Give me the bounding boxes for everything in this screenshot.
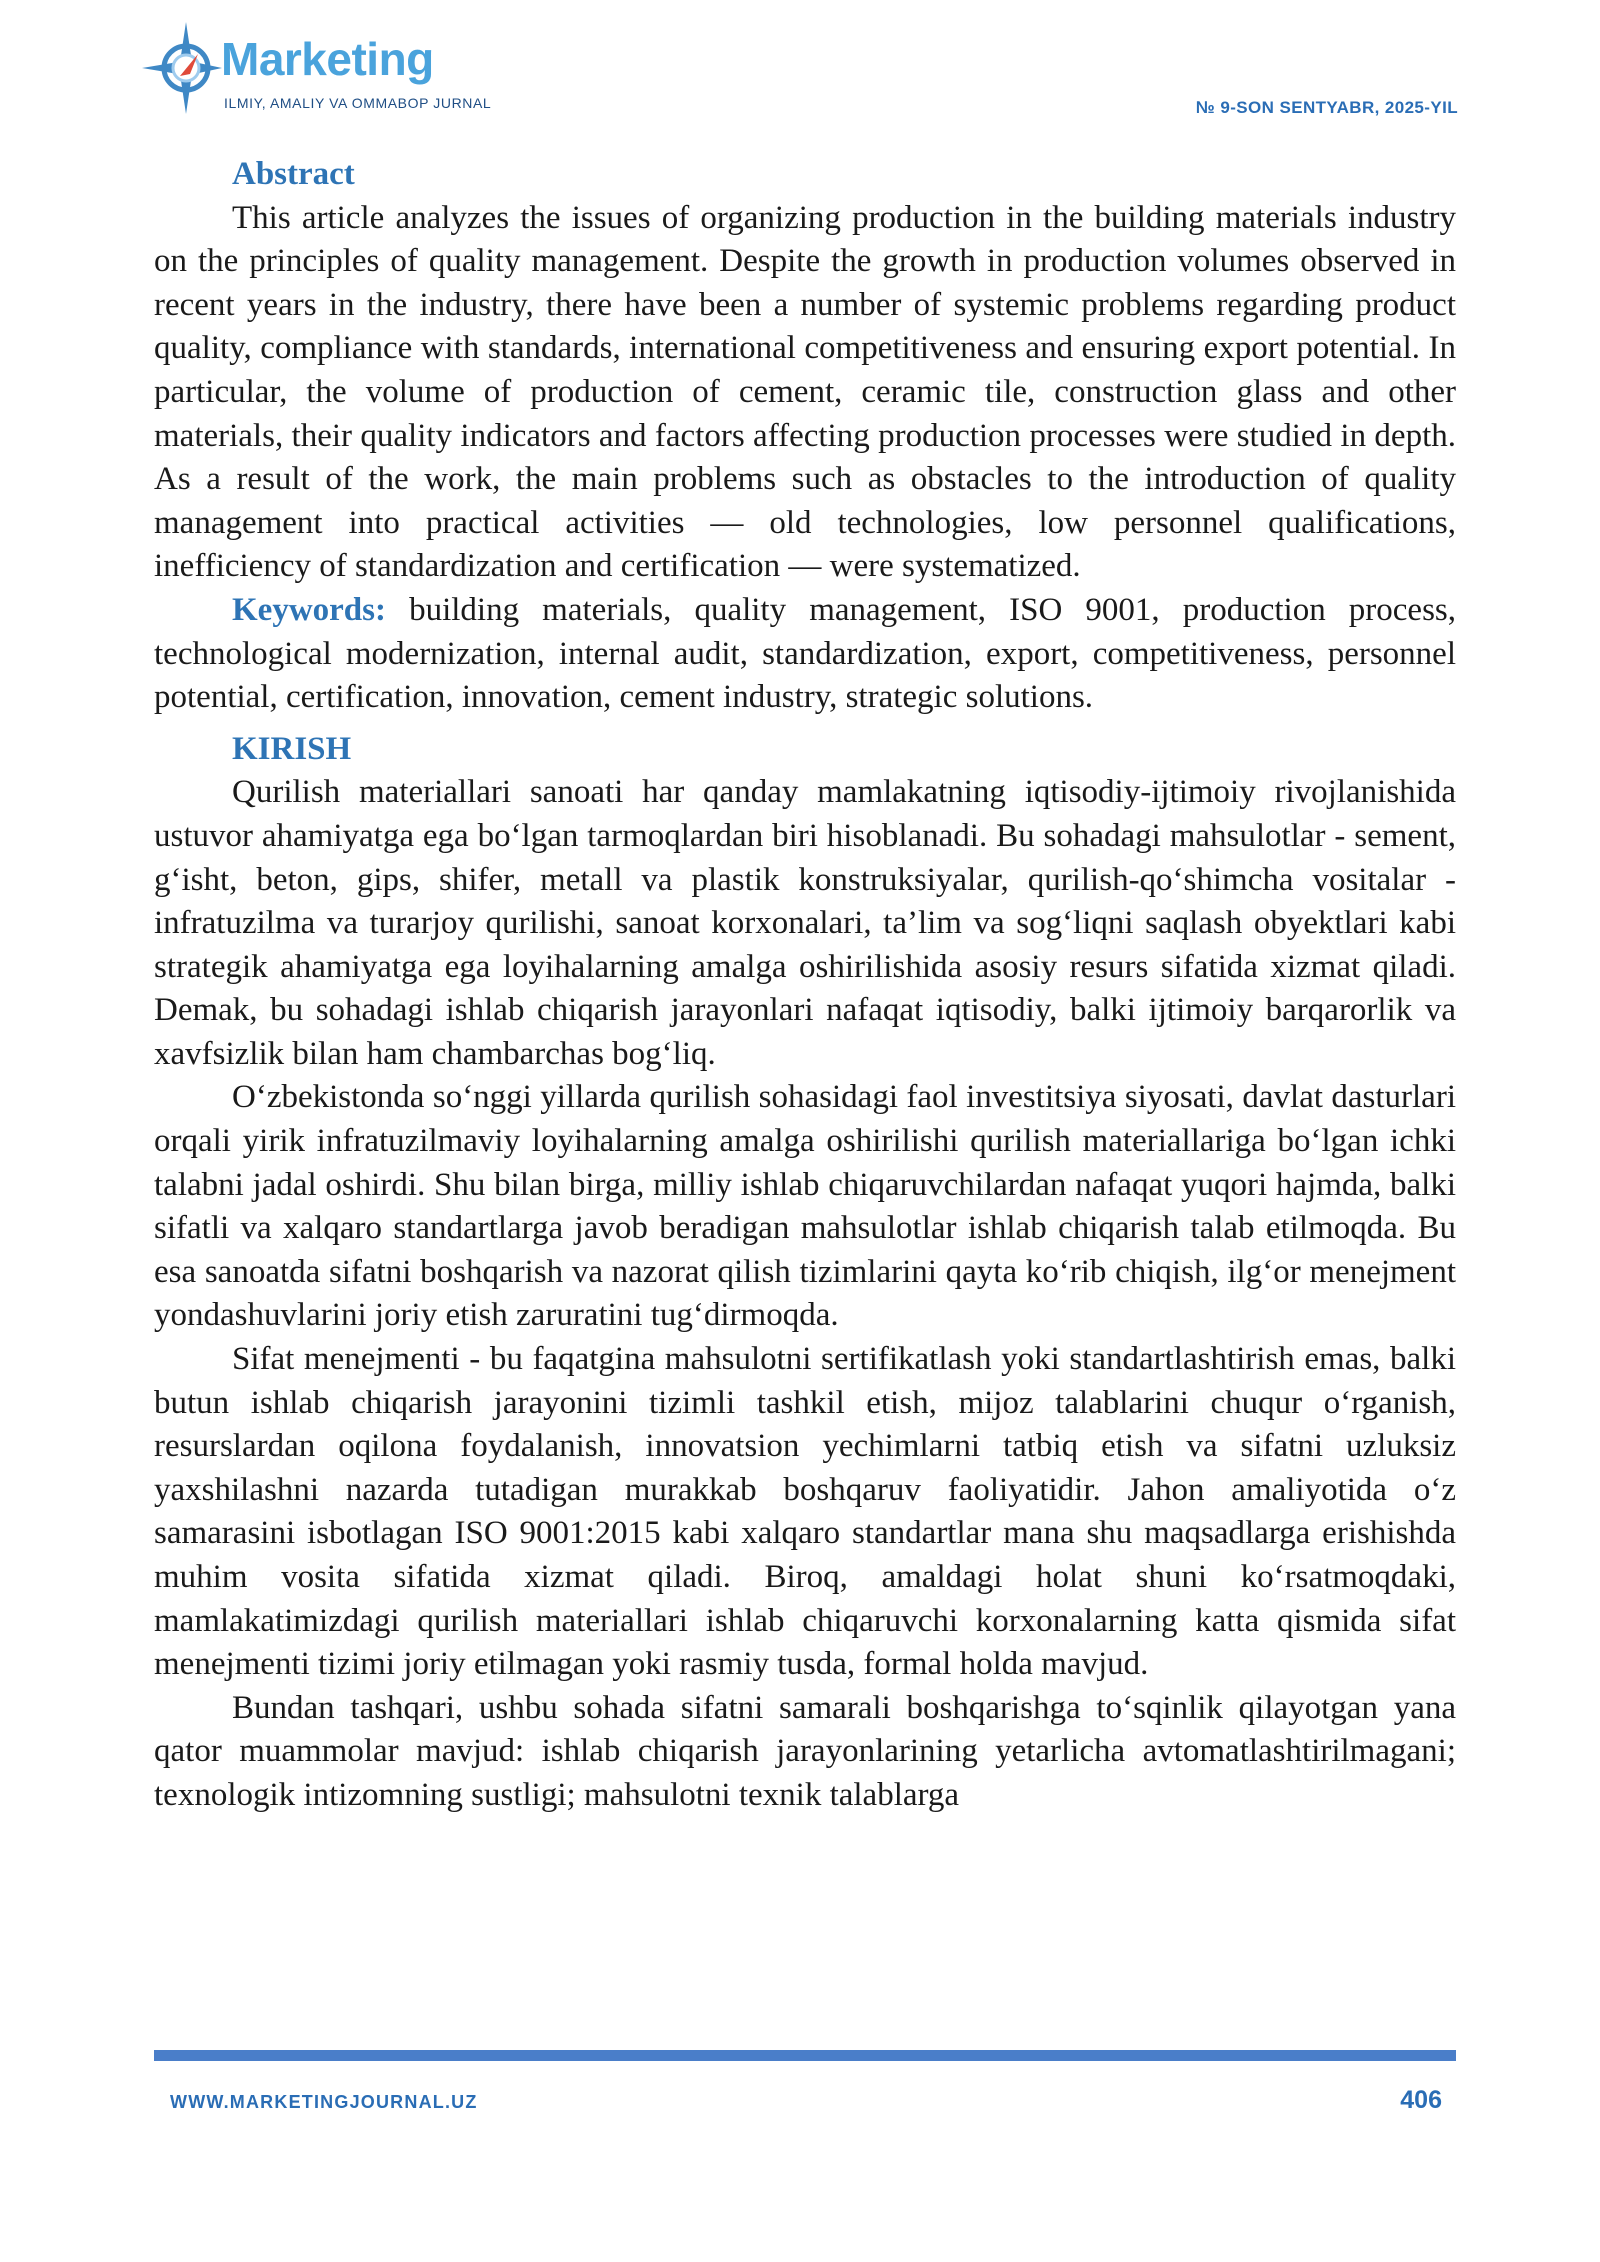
abstract-text: This article analyzes the issues of organizing production in the building materials industry on the principles of quality management. Despite the growth in production volumes observed in recent years in the industry, there have been a number of systemic problems regarding product quality, compliance with standards, international competitiveness and ensuring export potential. In particular, the volume of production of cement, ceramic tile, construction glass and other materials, their quality indicators and factors affecting production processes were studied in depth. As a result of the work, the main problems such as obstacles to the introduction of quality management into practical activities — old technologies, low personnel qualifications, inefficiency of standardization and certification — were systematized.: [154, 199, 1456, 585]
intro-paragraph-2: O‘zbekistonda so‘nggi yillarda qurilish sohasidagi faol investitsiya siyosati, davlat dasturlari orqali yirik infratuzilmaviy loyihalarning amalga oshirilishi qurilish materiallariga bo‘lgan ichki talabni jadal oshirdi. Shu bilan birga, milliy ishlab chiqaruvchilardan nafaqat yuqori hajmda, balki sifatli va xalqaro standartlarga javob beradigan mahsulotlar ishlab chiqarish talab etilmoqda. Bu esa sanoatda sifatni boshqarish va nazorat qilish tizimlarini qayta ko‘rib chiqish, ilg‘or menejment yondashuvlarini joriy etish zaruratini tug‘dirmoqda.: [154, 1079, 1456, 1334]
logo-title: Marketing: [221, 33, 434, 85]
intro-paragraph-3: Sifat menejmenti - bu faqatgina mahsulotni sertifikatlash yoki standartlashtirish emas, balki butun ishlab chiqarish jarayonini tizimli tashkil etish, mijoz talablarini chuqur o‘rganish, resurslardan oqilona foydalanish, innovatsion yechimlarni tatbiq etish va sifatni uzluksiz yaxshilashni nazarda tutadigan murakkab boshqaruv faoliyatidir. Jahon amaliyotida o‘z samarasini isbotlagan ISO 9001:2015 kabi xalqaro standartlar mana shu maqsadlarga erishishda muhim vosita sifatida xizmat qiladi. Biroq, amaldagi holat shuni ko‘rsatmoqdaki, mamlakatimizdagi qurilish materiallari ishlab chiqaruvchi korxonalarning katta qismida sifat menejmenti tizimi joriy etilmagan yoki rasmiy tusda, formal holda mavjud.: [154, 1341, 1456, 1683]
abstract-heading: Abstract: [232, 156, 355, 192]
footer-divider: [154, 2050, 1456, 2061]
page-number: 406: [1400, 2086, 1442, 2114]
keywords-text: building materials, quality management, ISO 9001, production process, technological modernization, internal audit, standardization, export, competitiveness, personnel potential, certification, innovation, cement industry, strategic solutions.: [154, 591, 1456, 716]
issue-label: № 9-SON SENTYABR, 2025-YIL: [1195, 98, 1458, 117]
intro-paragraph-1: Qurilish materiallari sanoati har qanday mamlakatning iqtisodiy-ijtimoiy rivojlanishida ustuvor ahamiyatga ega bo‘lgan tarmoqlardan biri hisoblanadi. Bu sohadagi mahsulotlar - sement, g‘isht, beton, gips, shifer, metall va plastik konstruksiyalar, qurilish-qo‘shimcha vositalar - infratuzilma va turarjoy qurilishi, sanoat korxonalari, ta’lim va sog‘liqni saqlash obyektlari kabi strategik ahamiyatga ega loyihalarning amalga oshirilishida asosiy resurs sifatida xizmat qiladi. Demak, bu sohadagi ishlab chiqarish jarayonlari nafaqat iqtisodiy, balki ijtimoiy barqarorlik va xavfsizlik bilan ham chambarchas bog‘liq.: [154, 774, 1456, 1072]
intro-heading: KIRISH: [232, 730, 352, 767]
keywords-label: Keywords:: [232, 591, 386, 628]
compass-icon: [140, 18, 224, 118]
article-body: [154, 153, 1456, 1818]
journal-logo: [140, 18, 520, 128]
intro-paragraph-4: Bundan tashqari, ushbu sohada sifatni samarali boshqarishga to‘sqinlik qilayotgan yana qator muammolar mavjud: ishlab chiqarish jarayonlarining yetarlicha avtomatlashtirilmagani; texnologik intizomning sustligi; mahsulotni texnik talablarga: [154, 1689, 1456, 1813]
logo-subtitle: ILMIY, AMALIY VA OMMABOP JURNAL: [224, 95, 492, 111]
footer-website: WWW.MARKETINGJOURNAL.UZ: [170, 2092, 478, 2112]
keywords-paragraph: [154, 589, 1456, 720]
